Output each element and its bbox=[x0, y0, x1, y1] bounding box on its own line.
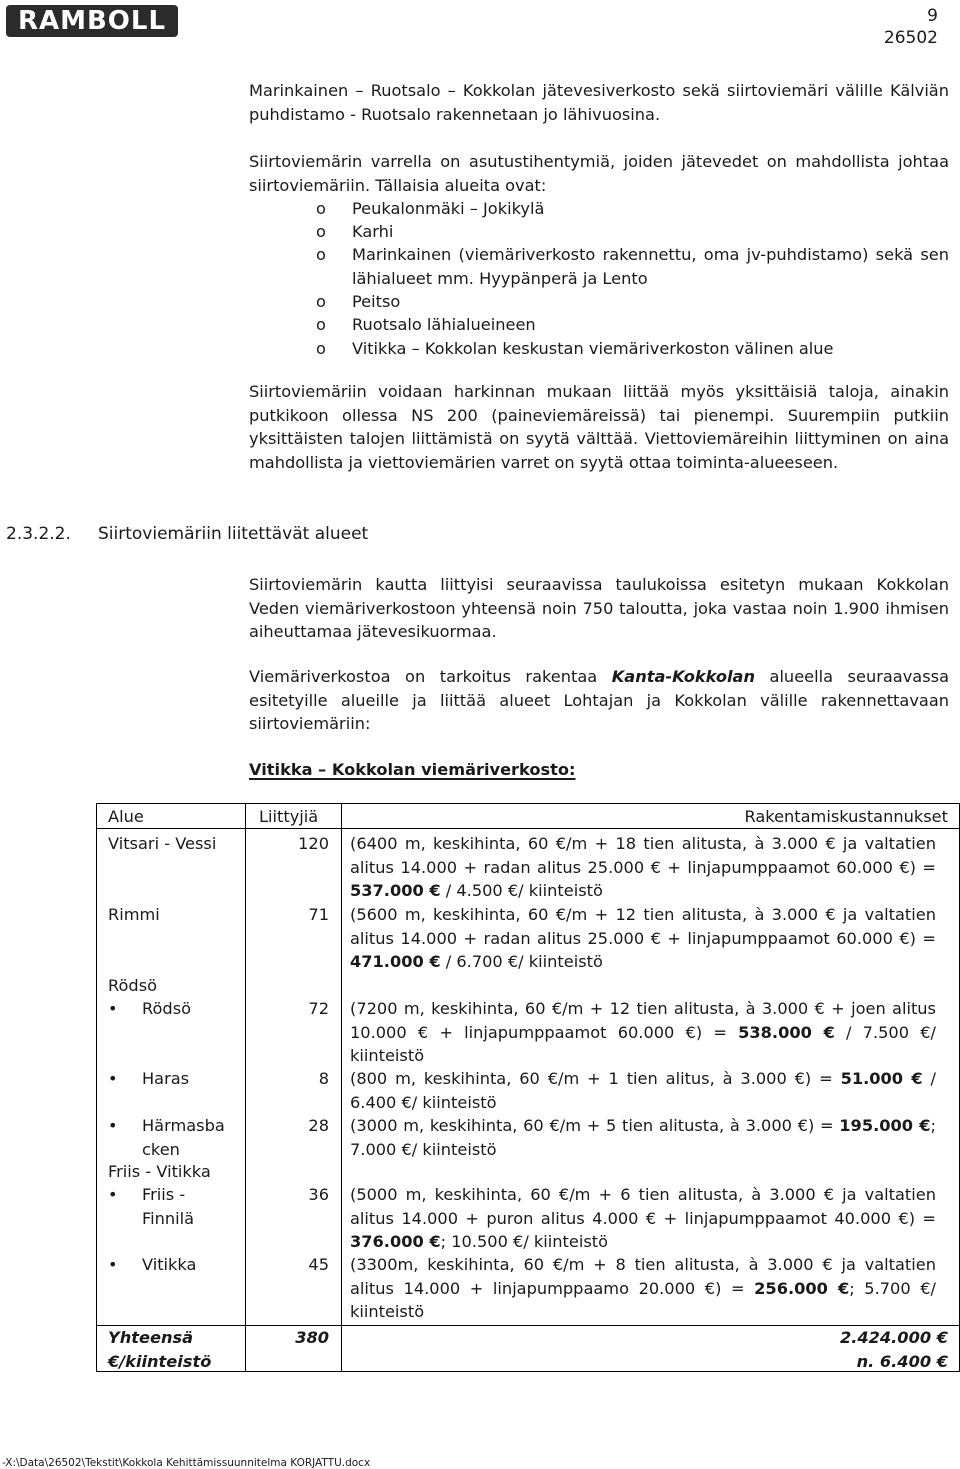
list-item: Peitso bbox=[352, 292, 401, 311]
row-cost bbox=[350, 832, 936, 903]
table-column-divider bbox=[245, 804, 246, 1371]
paragraph-areas-intro: Siirtoviemärin varrella on asutustihentymiä, joiden jätevedet on mahdollista johtaa siirtoviemäriin. Tällaisia alueita ovat: bbox=[249, 152, 949, 195]
list-bullet: o bbox=[316, 339, 326, 358]
cost-total: 51.000 € bbox=[840, 1069, 923, 1088]
paragraph-connections: Siirtoviemärin kautta liittyisi seuraavissa taulukoissa esitetyn mukaan Kokkolan Veden viemäriverkostoon yhteensä noin 750 taloutta, joka vastaa noin 1.900 ihmisen aiheuttamaa jätevesikuormaa. bbox=[249, 575, 949, 641]
list-item: Peukalonmäki – Jokikylä bbox=[352, 199, 545, 218]
row-connections: 72 bbox=[308, 999, 329, 1018]
list-item: Ruotsalo lähialueineen bbox=[352, 315, 536, 334]
row-area: Vitsari - Vessi bbox=[108, 834, 217, 853]
cost-total: 538.000 € bbox=[738, 1022, 835, 1042]
cost-total: 471.000 € bbox=[350, 952, 441, 971]
bullet-icon: • bbox=[108, 1116, 118, 1135]
bullet-icon: • bbox=[108, 999, 118, 1018]
cost-per-property: / 4.500 €/ kiinteistö bbox=[440, 881, 603, 900]
cost-total: 376.000 € bbox=[350, 1232, 441, 1251]
total-connections: 380 bbox=[295, 1328, 329, 1347]
row-cost bbox=[350, 1067, 936, 1114]
bullet-icon: • bbox=[108, 1069, 118, 1088]
cost-text: (5600 m, keskihinta, 60 €/m + 12 tien alitusta, à 3.000 € ja valtatien alitus 14.000 + radan alitus 25.000 € + linjapumppaamot 60.000 €) = bbox=[350, 905, 936, 948]
total-label: Yhteensä €/kiinteistö bbox=[108, 1328, 212, 1371]
bullet-icon: • bbox=[108, 1185, 118, 1204]
plan-text-before: Viemäriverkostoa on tarkoitus rakentaa bbox=[249, 667, 612, 686]
row-cost bbox=[350, 997, 936, 1068]
list-item: Marinkainen (viemäriverkosto rakennettu, oma jv-puhdistamo) sekä sen lähialueet mm. Hyypänperä ja Lento bbox=[352, 245, 949, 288]
cost-per-property: ; 5.700 €/ kiinteistö bbox=[350, 1278, 936, 1321]
row-connections: 28 bbox=[308, 1116, 329, 1135]
cost-total: 256.000 € bbox=[754, 1278, 850, 1298]
table-column-divider bbox=[341, 804, 342, 1371]
list-bullet: o bbox=[316, 292, 326, 311]
ramboll-logo: RAMBOLL bbox=[6, 5, 178, 37]
cost-text: (3300m, keskihinta, 60 €/m + 8 tien alitusta, à 3.000 € ja valtatien alitus 14.000 + linjapumppaamo 20.000 €) = bbox=[350, 1255, 936, 1298]
plan-emphasis: Kanta-Kokkolan bbox=[611, 667, 755, 686]
row-area: • Friis - Finnilä bbox=[108, 1183, 232, 1230]
cost-text: (6400 m, keskihinta, 60 €/m + 18 tien alitusta, à 3.000 € ja valtatien alitus 14.000 + radan alitus 25.000 € + linjapumppaamot 60.000 €) = bbox=[350, 834, 936, 877]
cost-per-property: ; 7.000 €/ kiinteistö bbox=[350, 1116, 936, 1159]
list-bullet: o bbox=[316, 199, 326, 218]
row-cost bbox=[350, 1114, 936, 1161]
cost-per-property: / 7.500 €/ kiinteistö bbox=[350, 1022, 936, 1065]
row-area: • Rödsö bbox=[108, 997, 238, 1021]
cost-per-property: / 6.700 €/ kiinteistö bbox=[440, 952, 603, 971]
footer-path: -X:\Data\26502\Tekstit\Kokkola Kehittämissuunnitelma KORJATTU.docx bbox=[2, 1457, 371, 1469]
row-area: • Haras bbox=[108, 1067, 238, 1091]
paragraph-plan bbox=[249, 665, 949, 736]
list-bullet: o bbox=[316, 245, 326, 264]
paragraph-intro: Marinkainen – Ruotsalo – Kokkolan jätevesiverkosto sekä siirtoviemäri välille Kälviän puhdistamo - Ruotsalo rakennetaan jo lähivuosina. bbox=[249, 81, 949, 124]
row-area: • Härmasbacken bbox=[108, 1114, 232, 1161]
list-bullet: o bbox=[316, 222, 326, 241]
section-number: 2.3.2.2. bbox=[6, 524, 71, 544]
header-area: Alue bbox=[108, 807, 144, 826]
section-title: Siirtoviemäriin liitettävät alueet bbox=[98, 524, 369, 544]
page-number-block bbox=[884, 5, 938, 49]
cost-total: 195.000 € bbox=[839, 1116, 931, 1135]
cost-table bbox=[96, 803, 960, 1372]
row-cost bbox=[350, 1253, 936, 1324]
cost-text: (800 m, keskihinta, 60 €/m + 1 tien alitus, à 3.000 €) = bbox=[350, 1069, 841, 1088]
row-connections: 120 bbox=[298, 834, 329, 853]
total-cost: 2.424.000 € n. 6.400 € bbox=[839, 1328, 948, 1371]
bullet-icon: • bbox=[108, 1255, 118, 1274]
cost-text: (3000 m, keskihinta, 60 €/m + 5 tien alitusta, à 3.000 €) = bbox=[350, 1116, 840, 1135]
group-label: Friis - Vitikka bbox=[108, 1162, 211, 1181]
page-number: 9 bbox=[927, 6, 938, 26]
cost-total: 537.000 € bbox=[350, 881, 441, 900]
header-connections: Liittyjiä bbox=[259, 807, 319, 826]
cost-text: (5000 m, keskihinta, 60 €/m + 6 tien alitusta, à 3.000 € ja valtatien alitus 14.000 + puron alitus 4.000 € + linjapumppaamot 40.000 €) = bbox=[350, 1185, 936, 1228]
plan-text-after: alueella seuraavassa esitetyille alueille ja liittää alueet Lohtajan ja Kokkolan välille rakennettavaan siirtoviemäriin: bbox=[249, 667, 949, 733]
header-costs: Rakentamiskustannukset bbox=[744, 807, 948, 826]
table-title: Vitikka – Kokkolan viemäriverkosto: bbox=[249, 760, 576, 779]
row-connections: 8 bbox=[318, 1069, 329, 1088]
cost-per-property: ; 10.500 €/ kiinteistö bbox=[440, 1232, 609, 1251]
row-connections: 71 bbox=[308, 905, 329, 924]
row-connections: 36 bbox=[308, 1185, 329, 1204]
group-label: Rödsö bbox=[108, 976, 158, 995]
document-number: 26502 bbox=[883, 28, 938, 48]
cost-per-property: / 6.400 €/ kiinteistö bbox=[350, 1069, 936, 1112]
list-item: Vitikka – Kokkolan keskustan viemäriverkoston välinen alue bbox=[352, 339, 834, 358]
list-bullet: o bbox=[316, 315, 326, 334]
cost-text: (7200 m, keskihinta, 60 €/m + 12 tien alitusta, à 3.000 € + joen alitus 10.000 € + linjapumppaamot 60.000 €) = bbox=[350, 999, 936, 1042]
row-cost bbox=[350, 1183, 936, 1254]
list-item: Karhi bbox=[352, 222, 394, 241]
row-area: • Vitikka bbox=[108, 1253, 238, 1277]
section-heading bbox=[6, 523, 368, 545]
row-area: Rimmi bbox=[108, 905, 160, 924]
row-cost bbox=[350, 903, 936, 974]
paragraph-individual-houses: Siirtoviemäriin voidaan harkinnan mukaan liittää myös yksittäisiä taloja, ainakin putkikoon ollessa NS 200 (paineviemäreissä) tai pienempi. Suurempiin putkiin yksittäisten talojen liittämistä on syytä välttää. Viettoviemäreihin liittyminen on aina mahdollista ja viettoviemärien varret on syytä ottaa toiminta-alueeseen. bbox=[249, 382, 949, 472]
row-connections: 45 bbox=[308, 1255, 329, 1274]
